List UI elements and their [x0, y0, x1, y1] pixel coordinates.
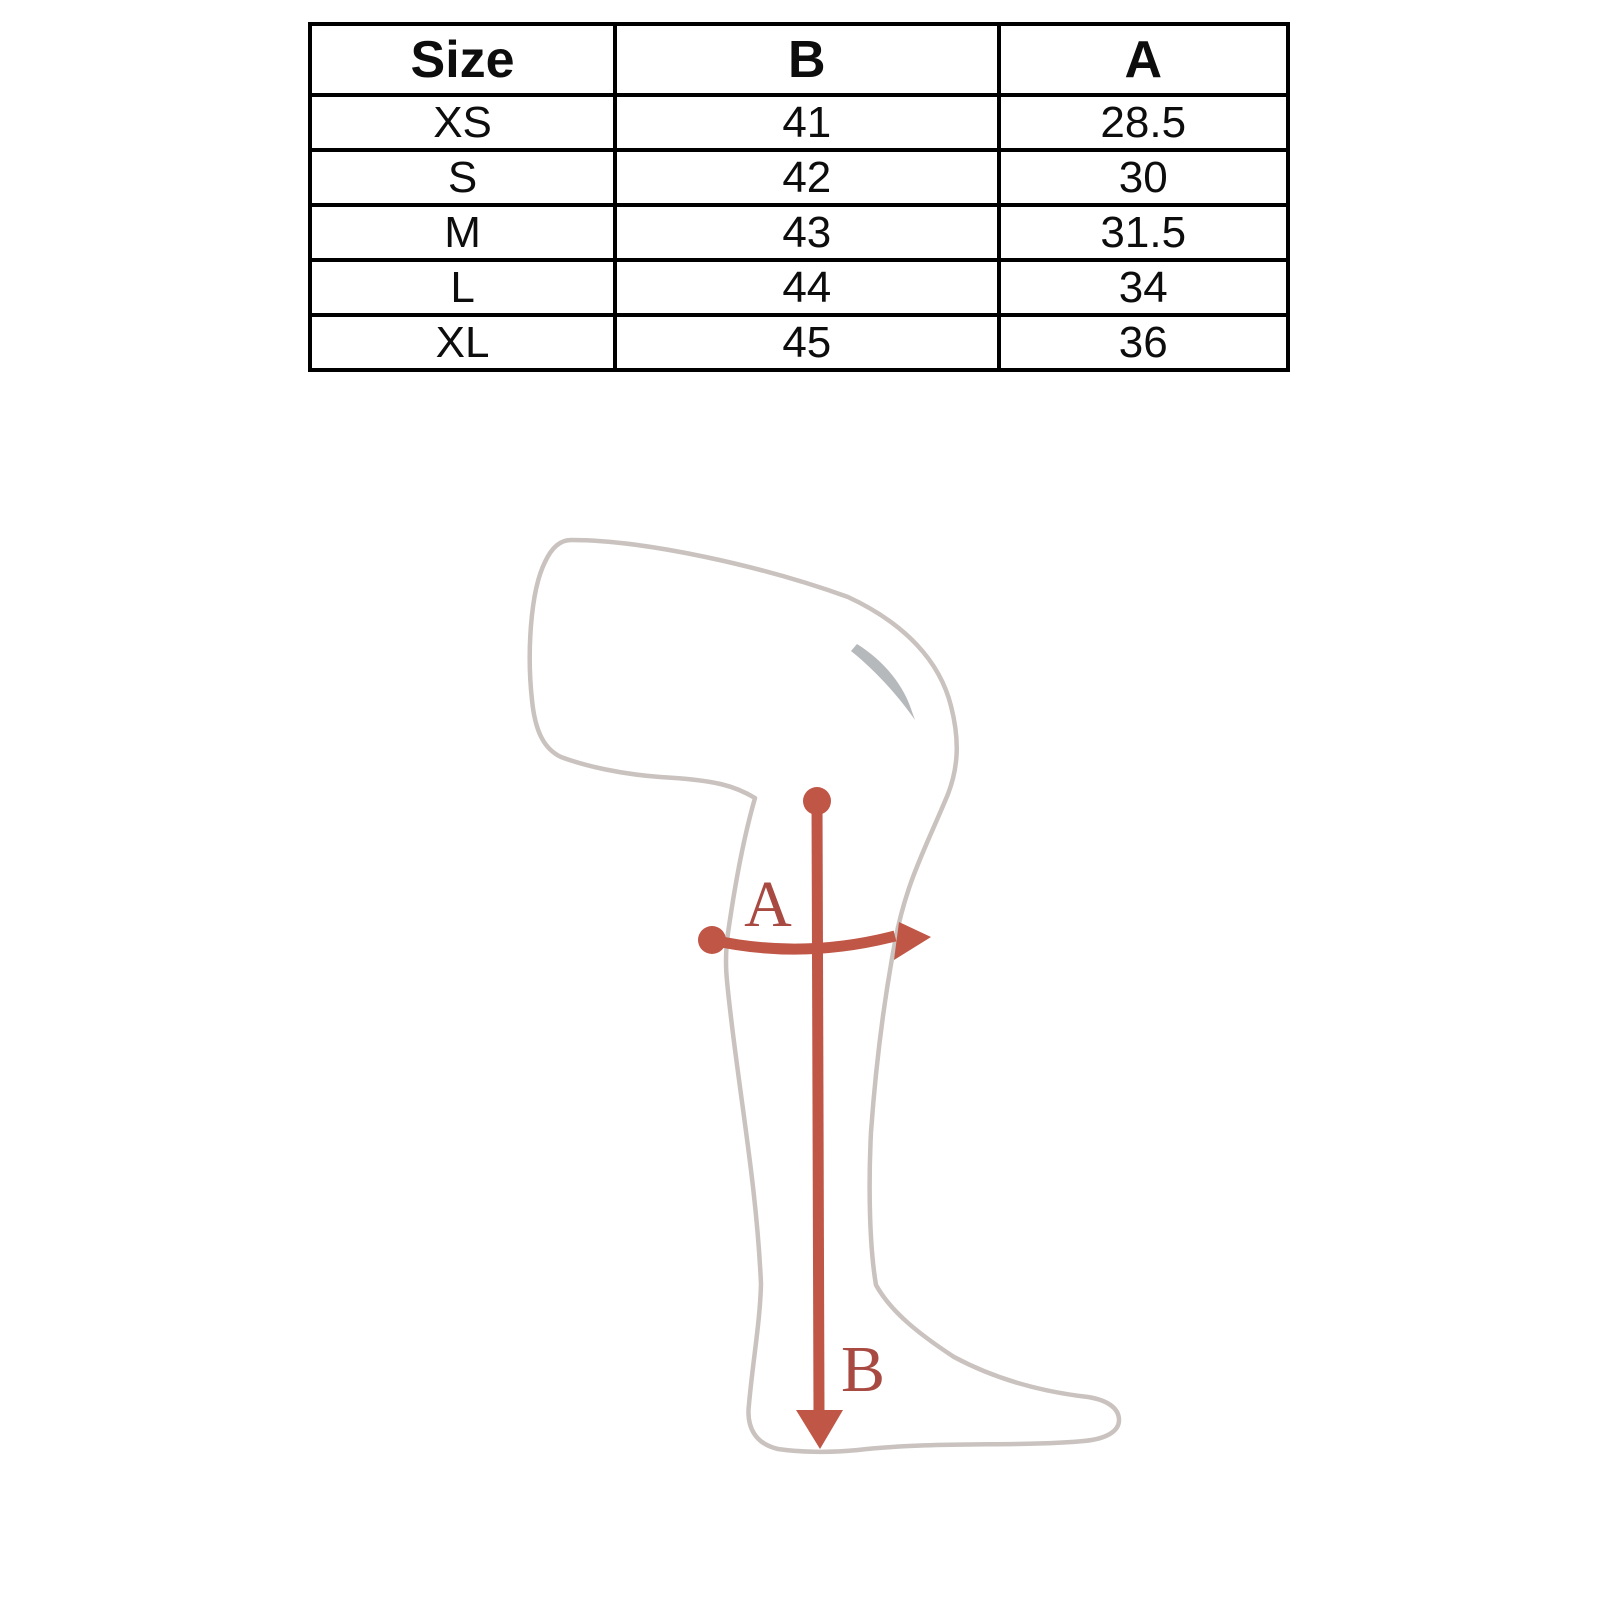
b-value-cell: 42 [615, 150, 998, 205]
col-header-a: A [999, 24, 1289, 95]
size-cell: M [310, 205, 615, 260]
a-value-cell: 36 [999, 315, 1289, 370]
a-value-cell: 31.5 [999, 205, 1289, 260]
size-cell: S [310, 150, 615, 205]
size-cell: XL [310, 315, 615, 370]
a-value-cell: 28.5 [999, 95, 1289, 150]
col-header-b: B [615, 24, 998, 95]
a-value-cell: 30 [999, 150, 1289, 205]
b-value-cell: 44 [615, 260, 998, 315]
b-value-cell: 43 [615, 205, 998, 260]
col-header-size: Size [310, 24, 615, 95]
label-b: B [841, 1333, 886, 1406]
b-arrow-line [817, 801, 819, 1414]
a-arrowhead [894, 922, 931, 960]
size-cell: L [310, 260, 615, 315]
a-value-cell: 34 [999, 260, 1289, 315]
size-cell: XS [310, 95, 615, 150]
b-value-cell: 41 [615, 95, 998, 150]
leg-outline [530, 540, 1119, 1452]
b-value-cell: 45 [615, 315, 998, 370]
label-a: A [744, 868, 792, 941]
